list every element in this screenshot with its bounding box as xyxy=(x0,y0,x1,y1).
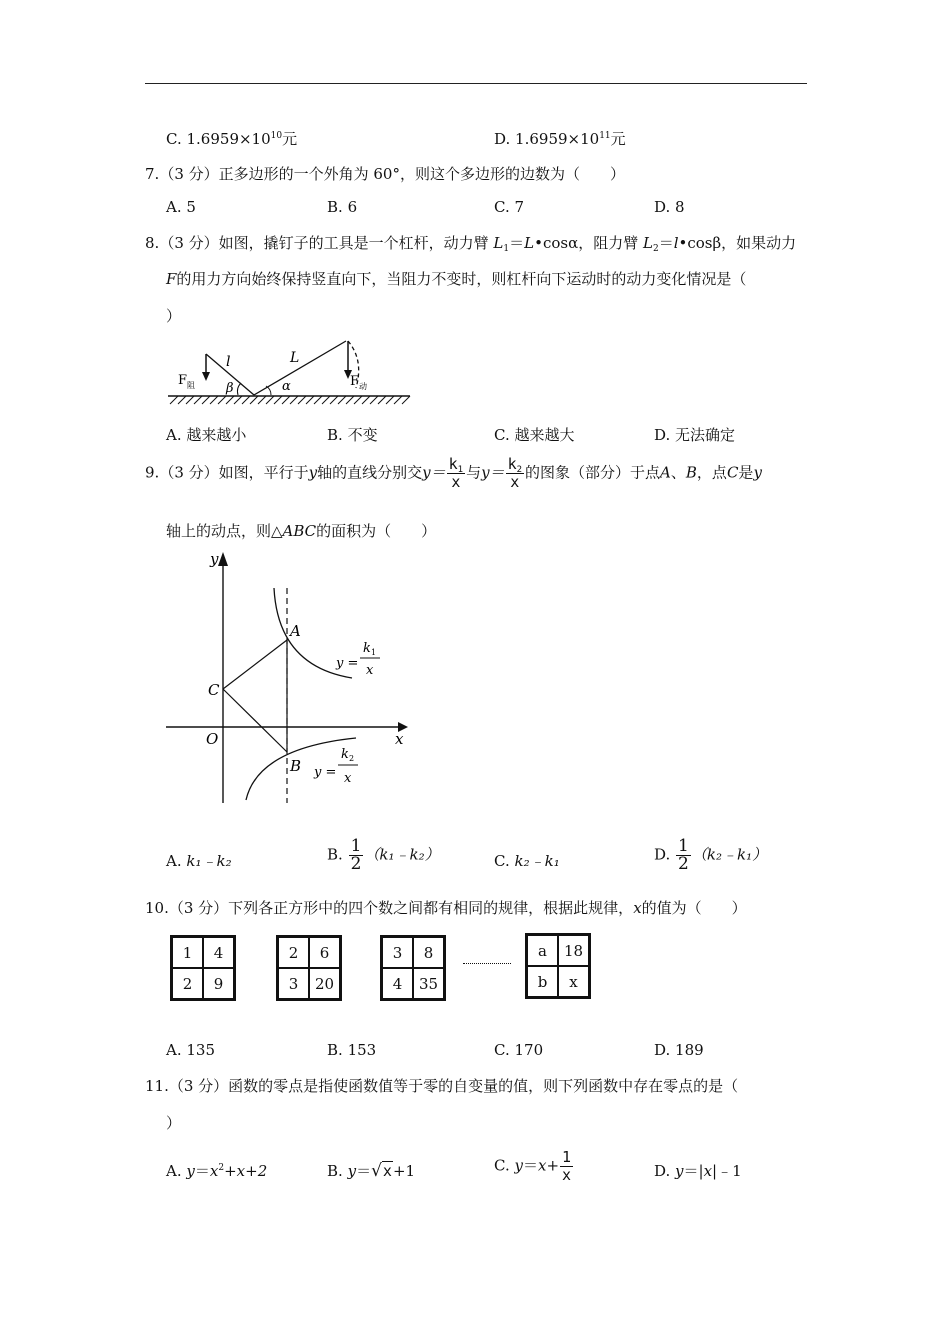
question-11-stem: 11.（3 分）函数的零点是指使函数值等于零的自变量的值，则下列函数中存在零点的是（ xyxy=(145,1077,739,1095)
svg-text:k: k xyxy=(363,641,371,656)
axis-label-y: y xyxy=(210,550,219,568)
lever-figure xyxy=(166,338,416,410)
square-cell: 20 xyxy=(309,968,340,999)
q11-option-a[interactable]: A. $y=x^2+x+2$ xyxy=(166,1162,268,1180)
square-cell: 35 xyxy=(413,968,444,999)
q10-option-a[interactable]: A. 135 xyxy=(166,1041,216,1059)
question-8-stem: 8.（3 分）如图，撬钉子的工具是一个杠杆，动力臂 $L_1=L•\cos\alpha$，阻力臂 $L_2=l•\cos\beta$，如果动力 xyxy=(145,234,797,254)
label-f-power: F xyxy=(350,374,360,389)
label-f-resist-sub: 阻 xyxy=(187,381,195,390)
q11-option-d[interactable]: D. y＝|x|﹣1 xyxy=(654,1162,742,1180)
header-rule xyxy=(145,83,807,84)
segment-cb xyxy=(223,689,287,752)
q9-option-d[interactable]: D. $\frac{1}{2}$ （k₂﹣k₁） xyxy=(654,836,768,874)
square-cell: 18 xyxy=(558,935,589,966)
question-11-line2: ） xyxy=(166,1114,182,1132)
q6-option-c[interactable]: C. $1.6959\times 10^{10}$元 xyxy=(166,130,298,148)
q8-option-d[interactable]: D. 无法确定 xyxy=(654,426,736,444)
q7-option-b[interactable]: B. 6 xyxy=(327,198,358,216)
point-label-a: A xyxy=(290,622,301,640)
question-9-stem: 9.（3 分）如图，平行于y轴的直线分别交y＝ $\frac{k_1}{x}$ 与y＝ $\frac{k_2}{x}$ 的图象（部分）于点A、B，点C是y xyxy=(145,455,762,491)
label-beta: β xyxy=(226,381,234,396)
q9-option-a[interactable]: A. k₁﹣k₂ xyxy=(166,852,232,870)
q7-option-c[interactable]: C. 7 xyxy=(494,198,525,216)
square-cell: 4 xyxy=(382,968,413,999)
q8-option-a[interactable]: A. 越来越小 xyxy=(166,426,247,444)
question-8-line3: ） xyxy=(166,307,182,325)
svg-text:1: 1 xyxy=(371,648,377,657)
segment-ca xyxy=(223,640,287,689)
q9-option-c[interactable]: C. k₂﹣k₁ xyxy=(494,852,560,870)
svg-text:2: 2 xyxy=(349,754,355,763)
square-cell: 2 xyxy=(278,937,309,968)
hyperbola-figure xyxy=(166,548,416,808)
q10-option-b[interactable]: B. 153 xyxy=(327,1041,377,1059)
q8-option-c[interactable]: C. 越来越大 xyxy=(494,426,575,444)
ground-hatching xyxy=(170,396,410,404)
label-f-resist: F xyxy=(178,373,188,388)
question-7-stem: 7.（3 分）正多边形的一个外角为 60°，则这个多边形的边数为（ ） xyxy=(145,165,625,183)
q9-option-b[interactable]: B. $\frac{1}{2}$ （k₁﹣k₂） xyxy=(327,836,440,874)
svg-text:k: k xyxy=(341,747,349,762)
number-square-1 xyxy=(170,935,236,1001)
question-8-line2: F的用力方向始终保持竖直向下，当阻力不变时，则杠杆向下运动时的动力变化情况是（ xyxy=(166,270,747,288)
square-cell: 6 xyxy=(309,937,340,968)
svg-text:x: x xyxy=(344,771,352,786)
beta-arc xyxy=(237,383,241,395)
number-square-4 xyxy=(525,933,591,999)
curve-label-k1: y = xyxy=(336,656,359,671)
point-label-o: O xyxy=(206,730,219,748)
square-cell: x xyxy=(558,966,589,997)
axis-label-x: x xyxy=(395,730,404,748)
square-cell: 1 xyxy=(172,937,203,968)
svg-text:x: x xyxy=(366,663,374,678)
q11-option-b[interactable]: B. y＝√x+1 xyxy=(327,1161,416,1181)
question-10-stem: 10.（3 分）下列各正方形中的四个数之间都有相同的规律，根据此规律，x的值为（ ） xyxy=(145,899,747,917)
square-cell: b xyxy=(527,966,558,997)
point-label-b: B xyxy=(290,757,302,775)
question-9-line2: 轴上的动点，则△ABC的面积为（ ） xyxy=(166,522,437,540)
q7-option-a[interactable]: A. 5 xyxy=(166,198,196,216)
label-alpha: α xyxy=(282,379,291,394)
curve-label-k2: y = xyxy=(314,765,337,780)
ellipsis-dots xyxy=(463,963,511,964)
square-cell: 3 xyxy=(278,968,309,999)
label-f-power-sub: 动 xyxy=(359,382,367,391)
q10-option-d[interactable]: D. 189 xyxy=(654,1041,704,1059)
q11-option-c[interactable]: C. y＝x+ $\frac{1}{x}$ xyxy=(494,1148,572,1184)
square-cell: 3 xyxy=(382,937,413,968)
q10-option-c[interactable]: C. 170 xyxy=(494,1041,544,1059)
label-L: L xyxy=(290,350,300,366)
number-square-3 xyxy=(380,935,446,1001)
q7-option-d[interactable]: D. 8 xyxy=(654,198,685,216)
label-l: l xyxy=(226,354,231,370)
q6-option-d[interactable]: D. $1.6959\times 10^{11}$元 xyxy=(494,130,626,148)
point-label-c: C xyxy=(208,681,220,699)
square-cell: 2 xyxy=(172,968,203,999)
square-cell: 9 xyxy=(203,968,234,999)
square-cell: 8 xyxy=(413,937,444,968)
square-cell: a xyxy=(527,935,558,966)
number-square-2 xyxy=(276,935,342,1001)
square-cell: 4 xyxy=(203,937,234,968)
q8-option-b[interactable]: B. 不变 xyxy=(327,426,378,444)
